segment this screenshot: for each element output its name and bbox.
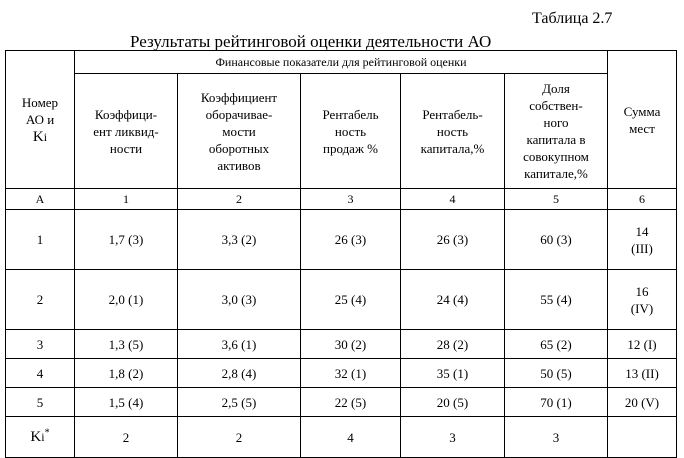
table-title: Результаты рейтинговой оценки деятельности АО (130, 32, 492, 51)
index-cell: 5 (505, 189, 608, 210)
sum-cell: 13 (II) (608, 359, 677, 388)
table-cell: 35 (1) (401, 359, 505, 388)
table-cell: 70 (1) (505, 388, 608, 417)
table-cell: 1,8 (2) (75, 359, 178, 388)
table-cell: 2,5 (5) (178, 388, 301, 417)
col-header-capital-profitability: Рентабель- ность капитала,% (401, 74, 505, 189)
ki-cell: 3 (505, 417, 608, 458)
table-cell: 3,0 (3) (178, 270, 301, 330)
ki-cell (608, 417, 677, 458)
table-row (6, 210, 677, 270)
index-cell: 1 (75, 189, 178, 210)
ki-cell: 3 (401, 417, 505, 458)
sum-header: Сумма мест (608, 51, 677, 189)
table-cell: 26 (3) (401, 210, 505, 270)
table-cell: 32 (1) (301, 359, 401, 388)
table-cell: 28 (2) (401, 330, 505, 359)
table-cell: 1,7 (3) (75, 210, 178, 270)
sum-cell: 14 (III) (608, 210, 677, 270)
rating-table (5, 50, 677, 458)
sum-cell: 16 (IV) (608, 270, 677, 330)
row-label-header: Номер АО и Ki (6, 51, 75, 189)
col-header-turnover: Коэффициент оборачивае- мости оборотных активов (178, 74, 301, 189)
row-id: 2 (6, 270, 75, 330)
table-cell: 25 (4) (301, 270, 401, 330)
index-cell: 4 (401, 189, 505, 210)
table-cell: 1,5 (4) (75, 388, 178, 417)
sum-cell: 12 (I) (608, 330, 677, 359)
table-cell: 20 (5) (401, 388, 505, 417)
group-header: Финансовые показатели для рейтинговой оценки (75, 51, 608, 74)
table-cell: 65 (2) (505, 330, 608, 359)
table-number: Таблица 2.7 (532, 10, 613, 27)
ki-cell: 4 (301, 417, 401, 458)
table-row (6, 388, 677, 417)
table-cell: 50 (5) (505, 359, 608, 388)
col-header-equity-share: Доля собствен- ного капитала в совокупном капитале,% (505, 74, 608, 189)
table-cell: 55 (4) (505, 270, 608, 330)
col-header-sales-profitability: Рентабель ность продаж % (301, 74, 401, 189)
table-cell: 3,3 (2) (178, 210, 301, 270)
index-cell: 2 (178, 189, 301, 210)
table-cell: 60 (3) (505, 210, 608, 270)
index-row (6, 189, 677, 210)
row-id: 3 (6, 330, 75, 359)
table-row (6, 359, 677, 388)
table-cell: 2,8 (4) (178, 359, 301, 388)
index-cell: А (6, 189, 75, 210)
table-row (6, 270, 677, 330)
row-id: 5 (6, 388, 75, 417)
table-cell: 24 (4) (401, 270, 505, 330)
col-header-liquidity: Коэффици- ент ликвид- ности (75, 74, 178, 189)
table-cell: 22 (5) (301, 388, 401, 417)
table-cell: 1,3 (5) (75, 330, 178, 359)
index-cell: 6 (608, 189, 677, 210)
ki-label: Ki* (6, 417, 75, 458)
ki-row (6, 417, 677, 458)
table-row (6, 330, 677, 359)
table-cell: 2,0 (1) (75, 270, 178, 330)
table-cell: 3,6 (1) (178, 330, 301, 359)
sum-cell: 20 (V) (608, 388, 677, 417)
ki-cell: 2 (178, 417, 301, 458)
index-cell: 3 (301, 189, 401, 210)
table-cell: 26 (3) (301, 210, 401, 270)
table-cell: 30 (2) (301, 330, 401, 359)
row-id: 4 (6, 359, 75, 388)
ki-cell: 2 (75, 417, 178, 458)
row-id: 1 (6, 210, 75, 270)
